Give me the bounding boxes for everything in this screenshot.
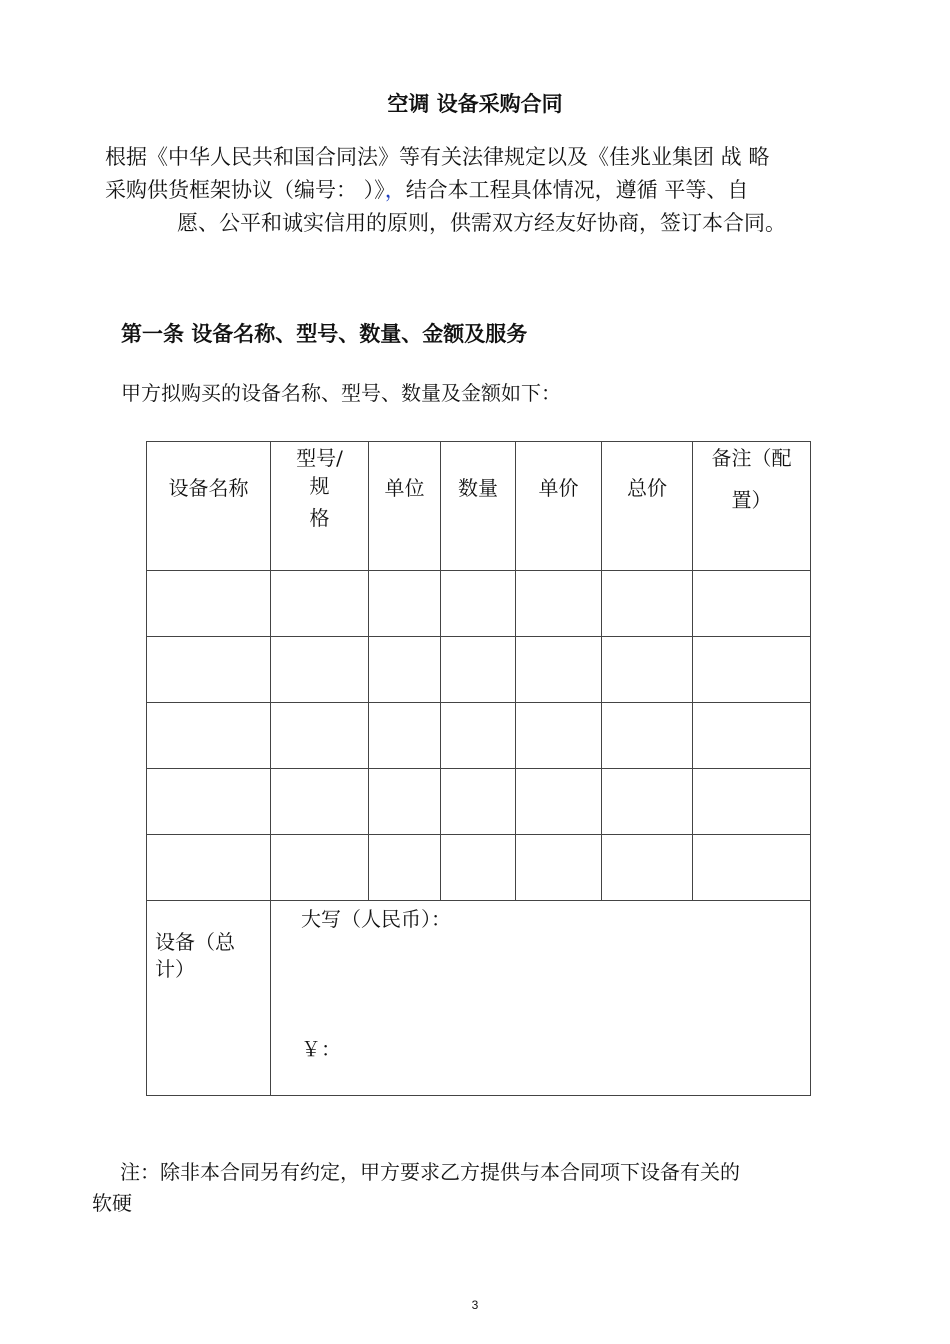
yen-amount-label: ￥：: [301, 1037, 341, 1061]
note-line-1: 注：除非本合同另有约定，甲方要求乙方提供与本合同项下设备有关的: [120, 1160, 740, 1184]
document-title: 空调 设备采购合同: [387, 92, 563, 116]
header-unit: 单位: [369, 442, 441, 571]
table-row: [147, 637, 811, 703]
preamble-line-1: 根据《中华人民共和国合同法》等有关法律规定以及《佳兆业集团 战 略: [105, 145, 770, 169]
equipment-table: [146, 441, 811, 1096]
header-qty: 数量: [441, 442, 516, 571]
page-number: 3: [471, 1298, 479, 1312]
preamble-line-2: [105, 174, 748, 207]
section-heading: 第一条 设备名称、型号、数量、金额及服务: [121, 322, 528, 346]
table-row: [147, 703, 811, 769]
total-label: 设备（总计）: [147, 901, 271, 1096]
header-name: 设备名称: [147, 442, 271, 571]
header-price: 单价: [516, 442, 602, 571]
note-paragraph: [92, 1157, 882, 1219]
preamble-line-2a: 采购供货框架协议（编号： ）》: [105, 178, 385, 202]
header-total: 总价: [602, 442, 693, 571]
note-line-2: 软硬: [92, 1191, 132, 1215]
table-header-row: [147, 442, 811, 571]
section-intro: 甲方拟购买的设备名称、型号、数量及金额如下：: [121, 381, 561, 405]
header-remark: 备注（配 置）: [693, 442, 811, 571]
uppercase-amount-label: 大写（人民币）：: [301, 907, 451, 931]
header-model: 型号/ 规 格: [271, 442, 369, 571]
preamble-line-3: 愿、公平和诚实信用的原则，供需双方经友好协商，签订本合同。: [177, 211, 786, 235]
table-row: [147, 571, 811, 637]
table-row: [147, 769, 811, 835]
preamble-line-2b: 结合本工程具体情况，遵循 平等、自: [405, 178, 749, 202]
total-amount-cell: [271, 901, 811, 1096]
preamble-comma: ，: [384, 178, 406, 202]
table-total-row: [147, 901, 811, 1096]
table-row: [147, 835, 811, 901]
